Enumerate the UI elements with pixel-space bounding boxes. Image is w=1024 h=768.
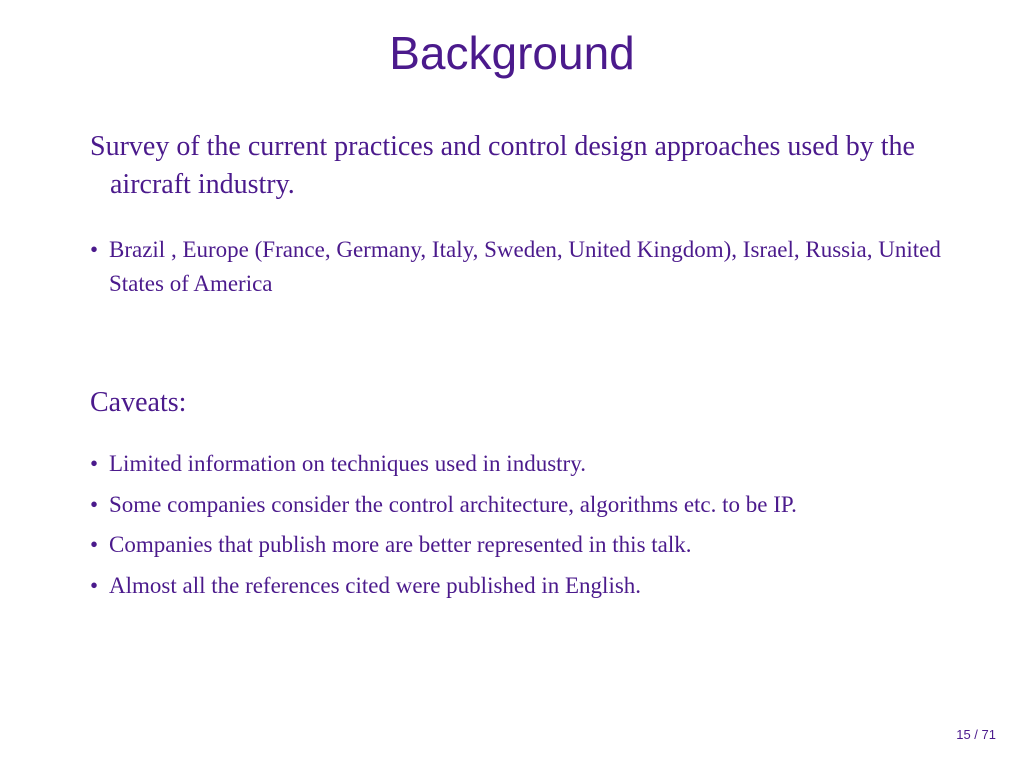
bullet-icon: • [90, 491, 99, 517]
bullet-text: Almost all the references cited were published in English. [109, 573, 642, 599]
page-number: 15 / 71 [956, 727, 996, 742]
list-item [90, 569, 990, 603]
list-item [90, 488, 990, 522]
list-item [90, 528, 990, 562]
bullet-icon: • [90, 573, 99, 599]
bullet-icon: • [90, 532, 99, 558]
intro-paragraph: Survey of the current practices and control design approaches used by the aircraft industry. [90, 131, 915, 200]
list-item [90, 447, 990, 481]
bullet-text: Limited information on techniques used in industry. [109, 451, 586, 476]
slide-title: Background [389, 27, 635, 79]
bullet-text: Some companies consider the control architecture, algorithms etc. to be IP. [109, 491, 797, 517]
bullet-text: Companies that publish more are better represented in this talk. [109, 532, 692, 558]
bullet-icon: • [90, 237, 99, 262]
bullet-text: Brazil , Europe (France, Germany, Italy, Sweden, United Kingdom), Israel, Russia, United States of America [109, 237, 941, 296]
caveats-bullet-list [90, 447, 990, 610]
list-item [90, 233, 990, 301]
countries-bullet-list [90, 233, 990, 301]
caveats-heading: Caveats: [90, 387, 187, 418]
bullet-icon: • [90, 451, 99, 476]
